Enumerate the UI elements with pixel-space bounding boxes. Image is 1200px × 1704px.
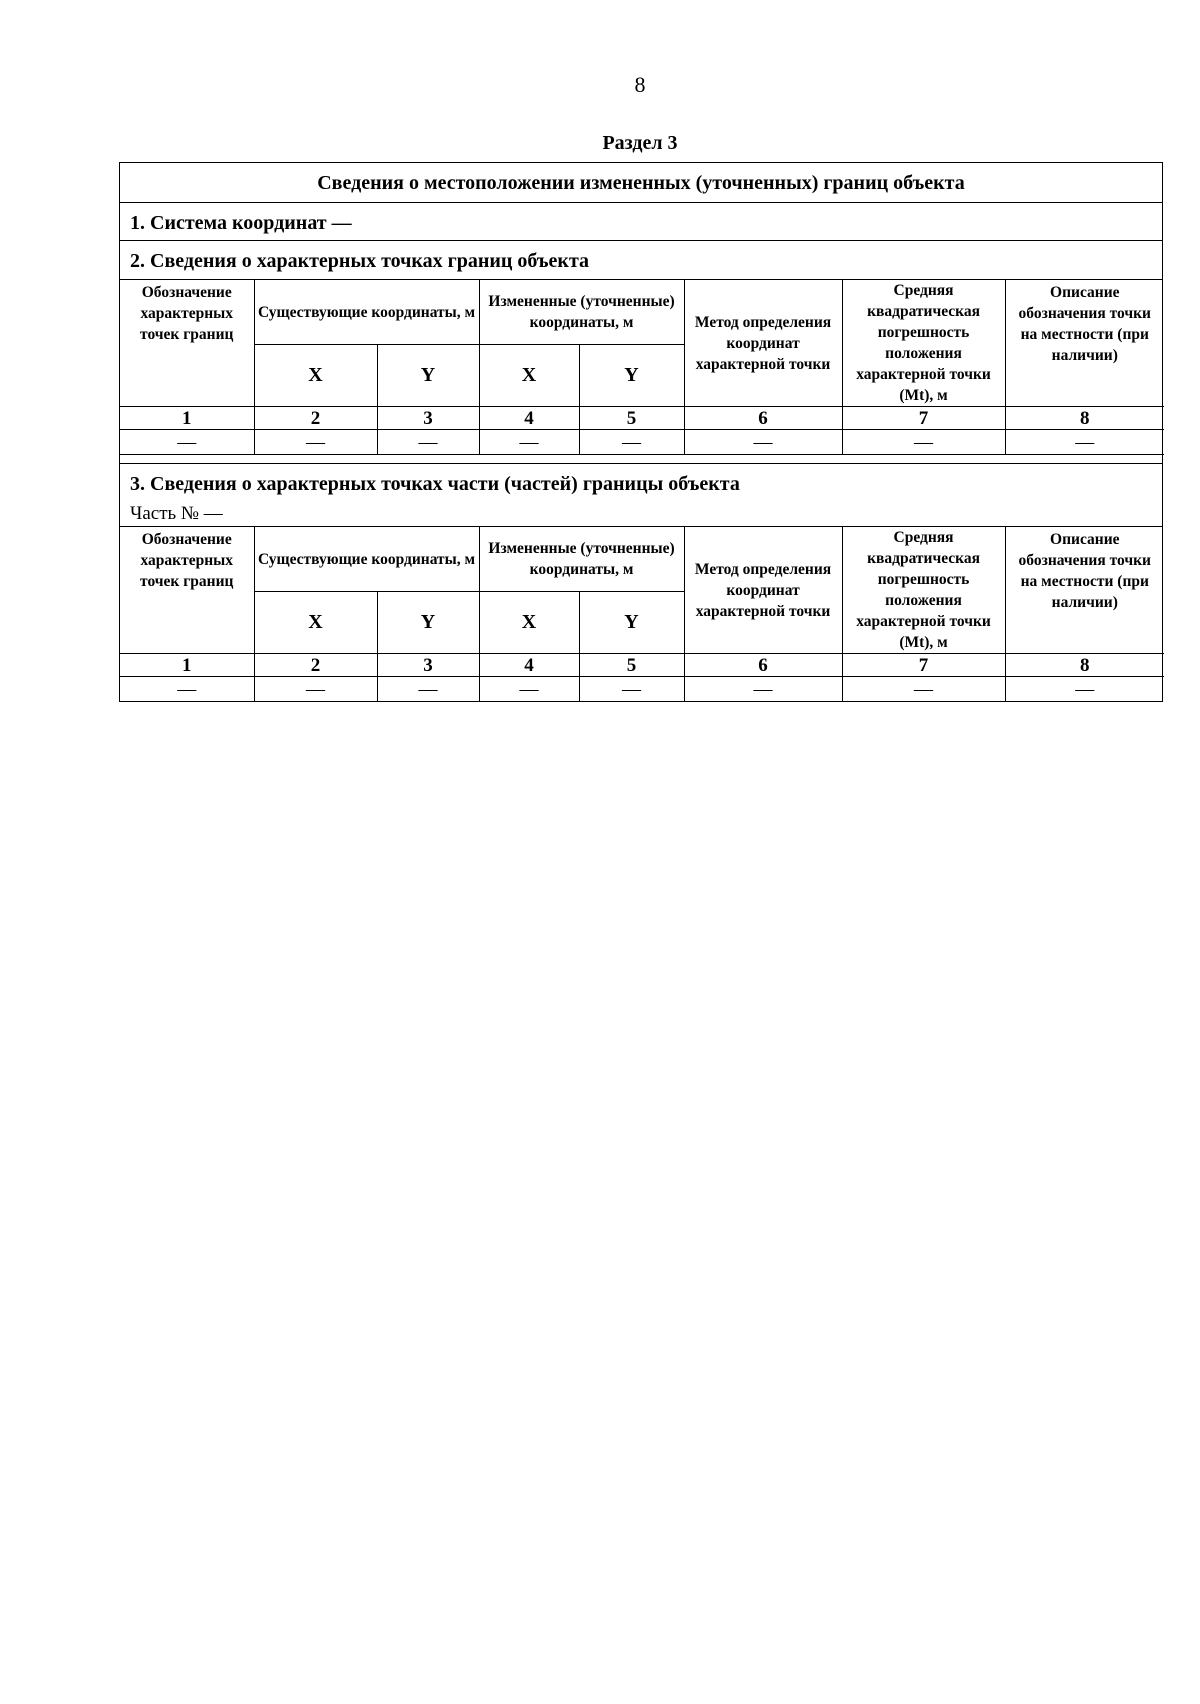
block2-heading: 2. Сведения о характерных точках границ объекта <box>120 241 1162 280</box>
table-cell: — <box>479 430 579 455</box>
table-cell: — <box>842 677 1005 702</box>
table-cell: — <box>842 430 1005 455</box>
col-existing-x: X <box>254 345 377 407</box>
table-cell: — <box>254 677 377 702</box>
table-cell: — <box>120 430 254 455</box>
table-cell: — <box>579 677 684 702</box>
col-changed-x: X <box>479 345 579 407</box>
col-designation-header: Обозначение характерных точек границ <box>120 280 254 407</box>
part-points-table <box>120 527 1164 701</box>
table-cell: — <box>1005 677 1164 702</box>
column-number: 6 <box>684 654 842 677</box>
table-cell: — <box>120 677 254 702</box>
column-number: 8 <box>1005 407 1164 430</box>
col-changed-header: Измененные (уточненные) координаты, м <box>479 527 684 592</box>
column-number: 5 <box>579 407 684 430</box>
table-cell: — <box>579 430 684 455</box>
col-method-header: Метод определения координат характерной точки <box>684 527 842 654</box>
column-number: 7 <box>842 407 1005 430</box>
table-cell: — <box>684 677 842 702</box>
col-existing-y: Y <box>377 345 479 407</box>
page-number: 8 <box>634 72 646 97</box>
block-divider <box>120 455 1162 464</box>
part-label: Часть № — <box>120 502 1162 527</box>
table-cell: — <box>377 430 479 455</box>
col-changed-y: Y <box>579 592 684 654</box>
column-number: 5 <box>579 654 684 677</box>
column-number: 3 <box>377 654 479 677</box>
section-title: Раздел 3 <box>602 132 678 154</box>
column-number: 2 <box>254 654 377 677</box>
col-description-header: Описание обозначения точки на местности (при наличии) <box>1005 527 1164 654</box>
section-table <box>119 162 1163 702</box>
points-table <box>120 280 1164 455</box>
table-cell: — <box>1005 430 1164 455</box>
col-changed-x: X <box>479 592 579 654</box>
column-number: 1 <box>120 654 254 677</box>
column-number: 6 <box>684 407 842 430</box>
col-designation-header: Обозначение характерных точек границ <box>120 527 254 654</box>
col-changed-y: Y <box>579 345 684 407</box>
table-cell: — <box>254 430 377 455</box>
block3-heading: 3. Сведения о характерных точках части (частей) границы объекта <box>130 473 740 495</box>
column-number: 8 <box>1005 654 1164 677</box>
col-error-header: Средняя квадратическая погрешность положения характерной точки (Mt), м <box>842 280 1005 407</box>
col-existing-y: Y <box>377 592 479 654</box>
col-method-header: Метод определения координат характерной точки <box>684 280 842 407</box>
main-heading: Сведения о местоположении измененных (уточненных) границ объекта <box>120 163 1162 203</box>
col-changed-header: Измененные (уточненные) координаты, м <box>479 280 684 345</box>
coordinate-system: 1. Система координат — <box>120 203 1162 241</box>
col-error-header: Средняя квадратическая погрешность положения характерной точки (Mt), м <box>842 527 1005 654</box>
table-cell: — <box>684 430 842 455</box>
col-existing-x: X <box>254 592 377 654</box>
column-number: 4 <box>479 407 579 430</box>
column-number: 7 <box>842 654 1005 677</box>
column-number: 2 <box>254 407 377 430</box>
column-number: 3 <box>377 407 479 430</box>
col-existing-header: Существующие координаты, м <box>254 280 479 345</box>
table-cell: — <box>479 677 579 702</box>
col-description-header: Описание обозначения точки на местности (при наличии) <box>1005 280 1164 407</box>
column-number: 1 <box>120 407 254 430</box>
column-number: 4 <box>479 654 579 677</box>
col-existing-header: Существующие координаты, м <box>254 527 479 592</box>
table-cell: — <box>377 677 479 702</box>
